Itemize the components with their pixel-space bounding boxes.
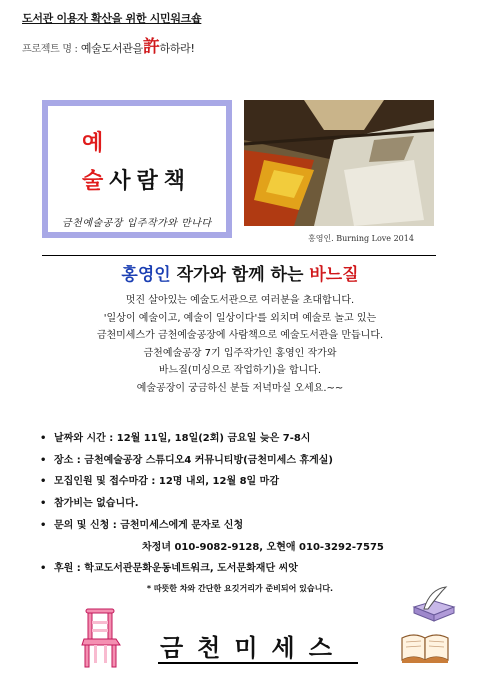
- intro-text: [0, 292, 480, 397]
- brand-underline: [158, 662, 358, 664]
- bullet-icon: •: [40, 519, 47, 531]
- info-text: 후원 : 학교도서관문화운동네트워크, 도서문화재단 씨앗: [54, 563, 298, 575]
- bullet-icon: •: [40, 433, 47, 444]
- info-text: 참가비는 없습니다.: [54, 498, 139, 510]
- info-text: 장소 : 금천예술공장 스튜디오4 커뮤니티방(금천미세스 휴게실): [54, 454, 334, 466]
- intro-line: 멋진 살아있는 예술도서관으로 여러분을 초대합니다.: [125, 295, 355, 306]
- info-item-fee: [40, 493, 384, 515]
- refreshment-note: * 따뜻한 차와 간단한 요깃거리가 준비되어 있습니다.: [146, 584, 334, 593]
- project-name-highlight: 許: [142, 37, 160, 57]
- event-title: [0, 260, 480, 285]
- bullet-icon: •: [40, 498, 47, 510]
- info-item-capacity: [40, 471, 384, 493]
- info-text: 날짜와 시간 : 12월 11일, 18일(2회) 금요일 늦은 7-8시: [54, 433, 311, 444]
- title-middle: 작가와 함께 하는: [176, 265, 304, 285]
- project-name-before: 예술도서관을: [80, 42, 143, 55]
- quill-book-icon: [410, 585, 458, 627]
- card-line-2: [82, 164, 191, 195]
- project-line: [22, 32, 195, 57]
- card-line-2-rest: 사람책: [109, 169, 192, 194]
- workshop-title: 도서관 이용자 확산을 위한 시민워크숍: [22, 12, 202, 25]
- human-book-card-inner: [48, 106, 226, 232]
- info-item-place: [40, 450, 384, 472]
- artwork-photo-image: [244, 100, 434, 226]
- info-item-contact: [40, 515, 384, 537]
- divider: [42, 255, 436, 256]
- bullet-icon: •: [40, 454, 47, 466]
- chair-icon: [80, 607, 122, 669]
- info-text: 문의 및 신청 : 금천미세스에게 문자로 신청: [54, 519, 244, 531]
- bullet-icon: •: [40, 476, 47, 488]
- artist-name: 홍영인: [121, 265, 171, 285]
- intro-line: 바느질(미싱으로 작업하기)을 합니다.: [158, 365, 322, 376]
- human-book-card: [42, 100, 232, 238]
- card-line-2-first: 술: [82, 169, 104, 194]
- bullet-icon: •: [40, 563, 47, 575]
- activity-name: 바느질: [309, 265, 359, 285]
- intro-line: 금천미세스가 금천예술공장에 사람책으로 예술도서관을 만듭니다.: [96, 330, 384, 341]
- brand-name: 금천미세스: [160, 634, 346, 662]
- project-name-after: 하하라!: [159, 42, 195, 55]
- artwork-photo: [244, 100, 434, 226]
- info-text: 차정녀 010-9082-9128, 오현애 010-3292-7575: [142, 541, 384, 553]
- info-item-date: [40, 428, 384, 450]
- event-info-list: [40, 428, 384, 580]
- info-item-sponsor: [40, 558, 384, 580]
- card-line-1: 예: [82, 131, 104, 156]
- info-item-phones: [40, 537, 384, 559]
- open-book-icon: [400, 630, 450, 664]
- info-text: 모집인원 및 접수마감 : 12명 내외, 12월 8일 마감: [54, 476, 279, 488]
- intro-line: '일상이 예술이고, 예술이 일상이다'를 외치며 예술로 놀고 있는: [103, 312, 377, 324]
- card-subtitle: 금천예술공장 입주작가와 만나다: [62, 218, 212, 229]
- intro-line: 금천예술공장 7기 입주작가인 홍영인 작가와: [143, 347, 337, 359]
- photo-caption: 홍영인. Burning Love 2014: [308, 234, 414, 243]
- intro-line: 예술공장이 궁금하신 분들 저녁마실 오세요.~~: [136, 382, 344, 394]
- project-label: 프로젝트 명 :: [22, 44, 78, 55]
